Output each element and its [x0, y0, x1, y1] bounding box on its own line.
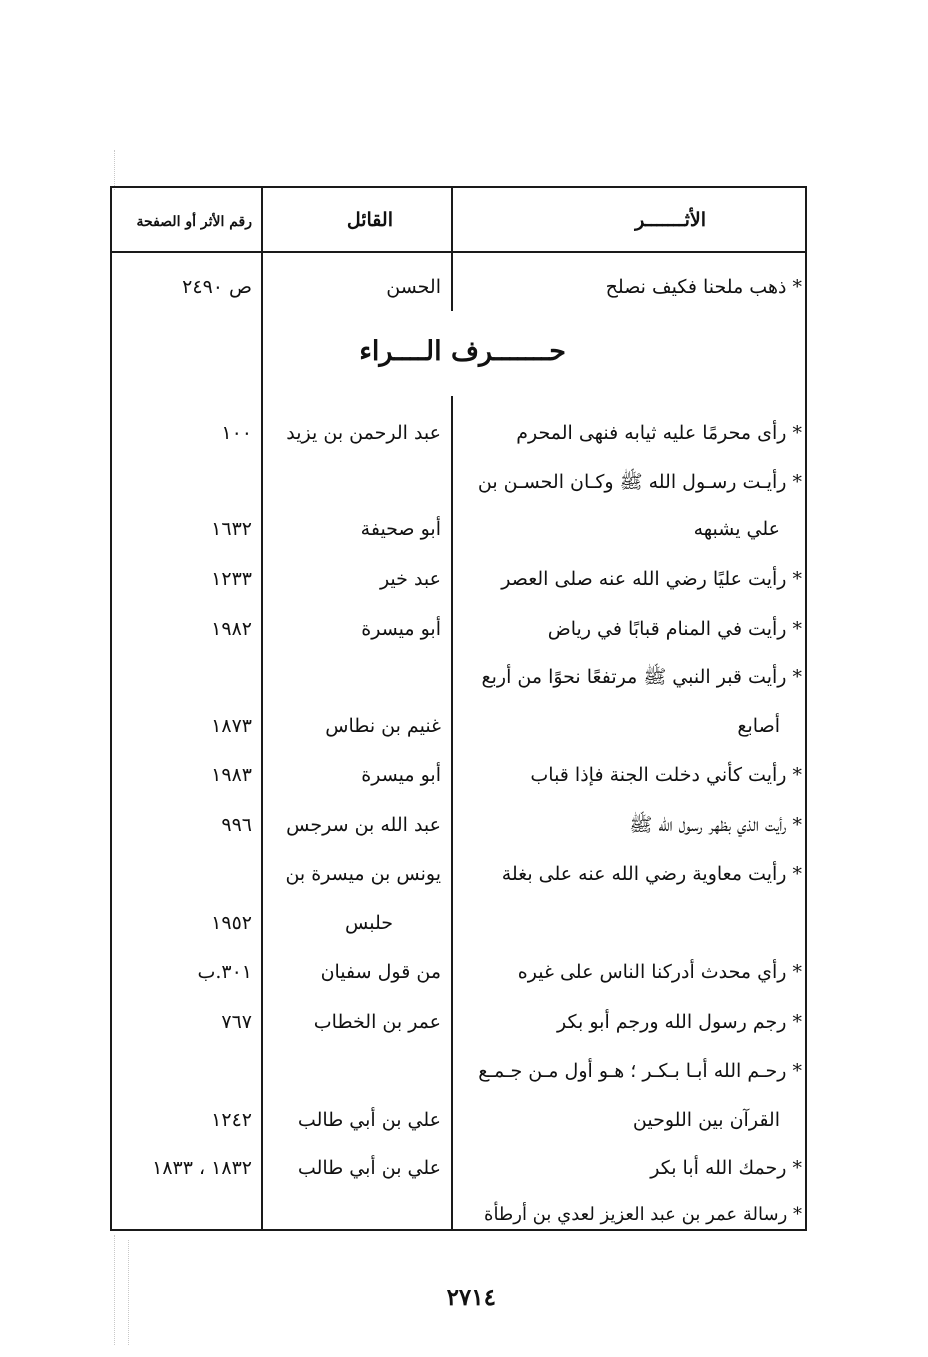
athar-text: * رأى محرمًا عليه ثيابه فنهى المحرم: [516, 422, 802, 444]
header-separator: [110, 251, 807, 253]
header-athar: الأثـــــــر: [635, 209, 706, 231]
athar-text: * رسالة عمر بن عبد العزيز لعدي بن أرطأة: [484, 1204, 802, 1225]
ref-number: ١٩٥٢: [211, 912, 252, 934]
ref-number: ص ٢٤٩٠: [182, 276, 252, 298]
athar-text: * رأيت كأني دخلت الجنة فإذا قباب: [530, 764, 802, 786]
ref-number: ٩٩٦: [221, 814, 252, 836]
athar-text: * رجم رسول الله ورجم أبو بكر: [557, 1011, 802, 1033]
qaail-text: الحسن: [386, 276, 441, 298]
athar-text: * رأيت معاوية رضي الله عنه على بغلة: [501, 863, 802, 885]
ref-number: ١٩٨٢: [211, 618, 252, 640]
header-qaail: القائل: [346, 209, 393, 231]
ref-number: ٣٠١.ب: [197, 961, 252, 983]
ref-number: ٧٦٧: [221, 1011, 252, 1033]
athar-text: * رحمك الله أبا بكر: [650, 1157, 802, 1179]
ref-number: ١٦٣٢: [211, 518, 252, 540]
ref-number: ١٨٣٢ ، ١٨٣٣: [152, 1157, 252, 1179]
qaail-text: علي بن أبي طالب: [297, 1157, 441, 1179]
column-divider-athar-top: [451, 251, 453, 311]
qaail-text: أبو صحيفة: [360, 518, 441, 540]
athar-text: * رأي محدث أدركنا الناس على غيره: [517, 961, 802, 983]
qaail-text: عبد الله بن سرجس: [286, 814, 441, 836]
athar-text-continued: أصابع: [737, 715, 780, 737]
qaail-text: أبو ميسرة: [361, 764, 441, 786]
page-number: ٢٧١٤: [446, 1284, 496, 1311]
qaail-text: علي بن أبي طالب: [297, 1109, 441, 1131]
scan-artifact: [114, 150, 115, 190]
athar-text: * رأيت قبر النبي ﷺ مرتفعًا نحوًا من أربع: [481, 666, 802, 688]
qaail-text: يونس بن ميسرة بن: [285, 863, 441, 885]
ref-number: ١٢٤٢: [211, 1109, 252, 1131]
column-divider-athar: [451, 186, 453, 251]
athar-text: * رأيت الذي بظهر رسول الله ﷺ: [629, 814, 802, 836]
qaail-text: عمر بن الخطاب: [313, 1011, 441, 1033]
athar-text-continued: علي يشبهه: [693, 518, 780, 540]
athar-text: * رأيت عليًا رضي الله عنه صلى العصر: [501, 568, 802, 590]
ref-number: ١٠٠: [221, 422, 252, 444]
qaail-text: عبد خير: [379, 568, 441, 590]
column-divider-athar-main: [451, 396, 453, 1231]
scan-artifact: [128, 1240, 129, 1345]
athar-text: * رأيت في المنام قبابًا في رياض: [547, 618, 802, 640]
ref-number: ١٢٣٣: [211, 568, 252, 590]
qaail-text-continued: حلبس: [345, 912, 393, 934]
athar-text: * رحـم الله أبـا بـكـر ؛ هـو أول مـن جـمـع: [478, 1060, 802, 1082]
athar-text-continued: القرآن بين اللوحين: [632, 1109, 780, 1131]
header-ref: رقم الأثر أو الصفحة: [136, 214, 252, 230]
qaail-text: غنيم بن نطاس: [325, 715, 441, 737]
athar-text: * ذهب ملحنا فكيف نصلح: [605, 276, 802, 298]
ref-number: ١٨٧٣: [211, 715, 252, 737]
qaail-text: عبد الرحمن بن يزيد: [286, 422, 441, 444]
section-title: حـــــــرف الــــراء: [359, 336, 566, 367]
column-divider-ref: [261, 186, 263, 1231]
qaail-text: من قول سفيان: [320, 961, 441, 983]
scan-artifact: [114, 1235, 115, 1345]
qaail-text: أبو ميسرة: [361, 618, 441, 640]
athar-text: * رأيـت رسـول الله ﷺ وكـان الحسـن بن: [477, 471, 802, 493]
ref-number: ١٩٨٣: [211, 764, 252, 786]
